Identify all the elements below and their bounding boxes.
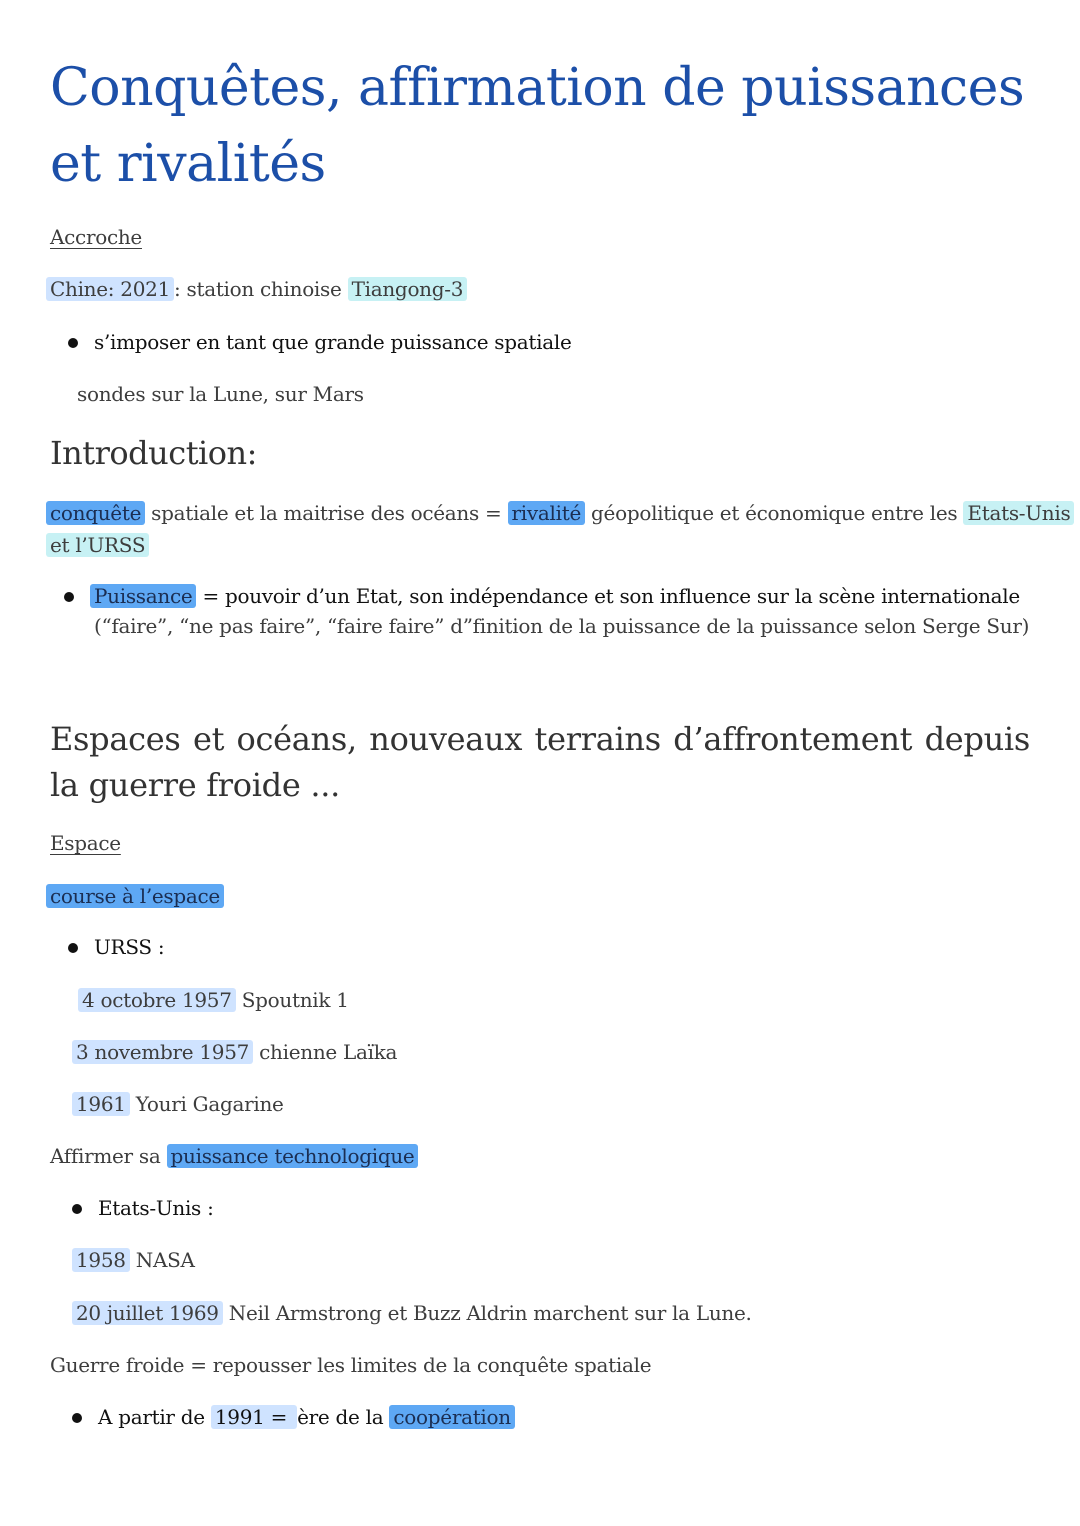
highlight-date: 4 octobre 1957 (78, 988, 236, 1012)
urss-event (72, 1089, 284, 1119)
highlight-puissance: Puissance (90, 584, 196, 608)
event-text: Neil Armstrong et Buzz Aldrin marchent sur la Lune. (222, 1301, 752, 1325)
bullet-text: s’imposer en tant que grande puissance spatiale (94, 330, 572, 354)
highlight-urss: et l’URSS (46, 533, 149, 557)
text-segment: : station chinoise (174, 277, 348, 301)
highlight-date: 1991 = (211, 1405, 297, 1429)
urss-event (78, 985, 349, 1015)
accroche-heading: Accroche (50, 225, 142, 249)
accroche-line-sondes: sondes sur la Lune, sur Mars (77, 382, 364, 406)
event-text: Youri Gagarine (129, 1092, 284, 1116)
eu-event (72, 1245, 195, 1275)
bullet-item (94, 327, 571, 357)
bullet-item (98, 1193, 214, 1223)
text-segment: spatiale et la maitrise des océans = (145, 501, 508, 525)
introduction-heading: Introduction: (50, 434, 257, 472)
highlight-date: Chine: 2021 (46, 277, 174, 301)
highlight-course: course à l’espace (46, 884, 224, 908)
event-text: NASA (129, 1248, 195, 1272)
intro-paragraph-line2 (46, 530, 149, 560)
bullet-text: Etats-Unis : (98, 1196, 214, 1220)
urss-event (72, 1037, 397, 1067)
accroche-line-chine (46, 274, 467, 304)
espace-heading: Espace (50, 831, 121, 855)
page-title: Conquêtes, affirmation de puissances et rivalités (50, 58, 1025, 194)
bullet-text: URSS : (94, 935, 165, 959)
highlight-conquete: conquête (46, 501, 145, 525)
highlight-puissance-technologique: puissance technologique (167, 1144, 419, 1168)
bullet-item (98, 1402, 515, 1432)
event-text: chienne Laïka (253, 1040, 398, 1064)
text-segment: ère de la (297, 1405, 390, 1429)
highlight-station: Tiangong-3 (348, 277, 468, 301)
highlight-date: 1958 (72, 1248, 130, 1272)
highlight-etats-unis: Etats-Unis (963, 501, 1074, 525)
section-heading: Espaces et océans, nouveaux terrains d’affrontement depuis la guerre froide ... (50, 720, 1030, 804)
course-line (46, 881, 224, 911)
eu-event (72, 1298, 752, 1328)
guerre-froide-line: Guerre froide = repousser les limites de la conquête spatiale (50, 1353, 652, 1377)
bullet-item (94, 932, 164, 962)
text-segment: Affirmer sa (50, 1144, 167, 1168)
bullet-item (90, 581, 1020, 611)
bullet-text: = pouvoir d’un Etat, son indépendance et son influence sur la scène internationale (196, 584, 1020, 608)
affirmer-line (50, 1141, 418, 1171)
highlight-date: 3 novembre 1957 (72, 1040, 253, 1064)
highlight-date: 20 juillet 1969 (72, 1301, 223, 1325)
highlight-cooperation: coopération (389, 1405, 514, 1429)
highlight-rivalite: rivalité (508, 501, 585, 525)
intro-paragraph-line1 (46, 498, 1074, 528)
bullet-continuation: (“faire”, “ne pas faire”, “faire faire” d”finition de la puissance de la puissance selon Serge Sur) (94, 614, 1030, 638)
highlight-date: 1961 (72, 1092, 130, 1116)
event-text: Spoutnik 1 (235, 988, 349, 1012)
text-segment: A partir de (98, 1405, 211, 1429)
text-segment: géopolitique et économique entre les (585, 501, 964, 525)
